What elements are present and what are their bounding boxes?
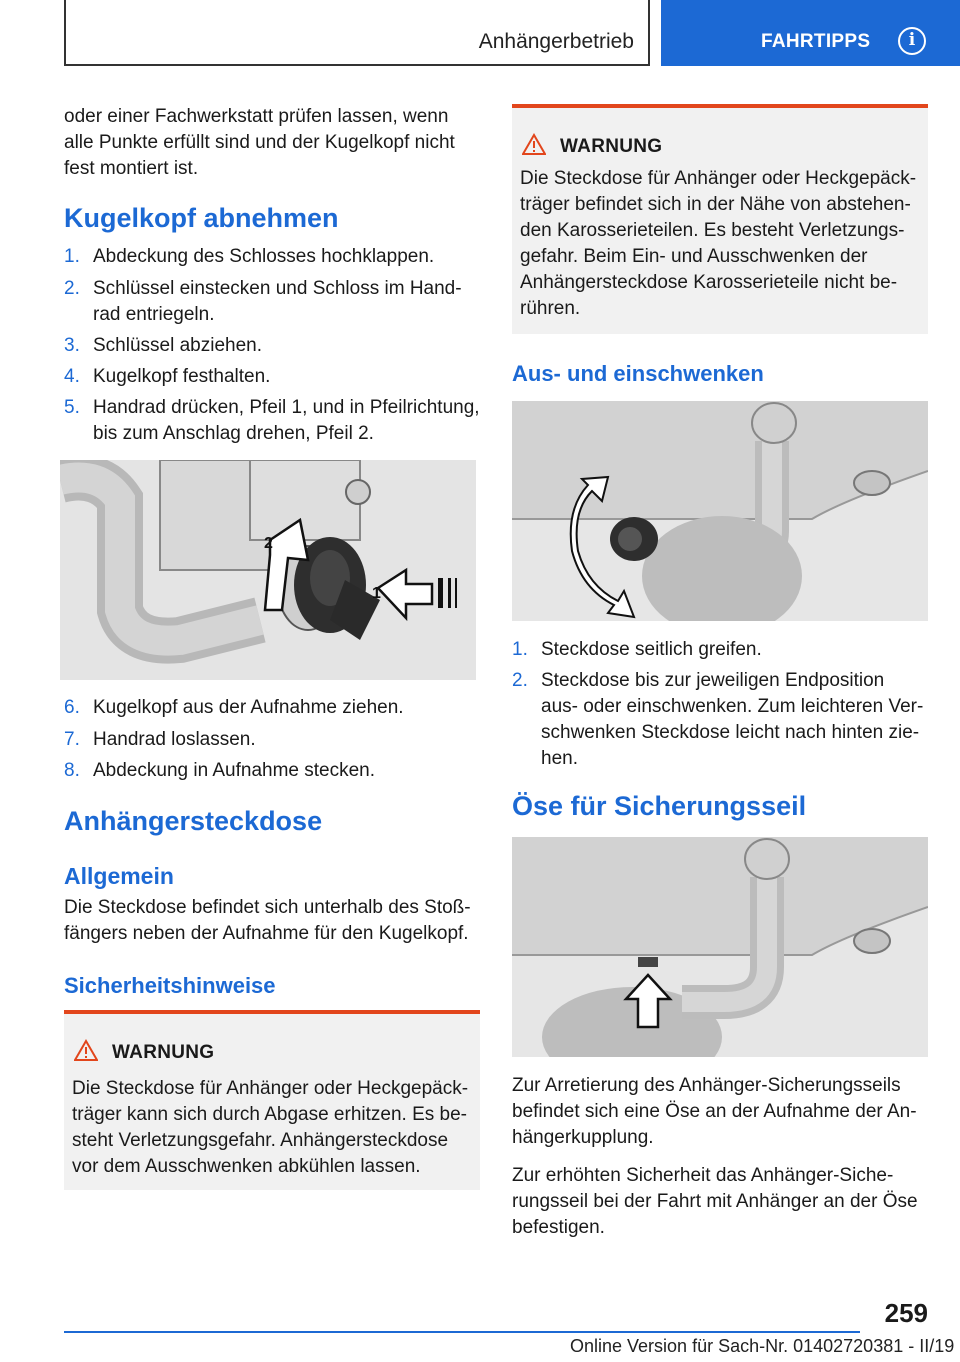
warning-text: Die Steckdose für Anhänger oder Heckgepäck- träger kann sich durch Abgase erhitzen. Es be- steht Verletzungsgefahr. Anhängersteckdose vor dem Ausschwenken abkühlen lassen. bbox=[72, 1078, 469, 1177]
heading-sicherheitshinweise: Sicherheitshinweise bbox=[64, 973, 276, 998]
intro-paragraph: oder einer Fachwerkstatt prüfen lassen, wenn alle Punkte erfüllt sind und der Kugelkopf nicht fest montiert ist. bbox=[64, 106, 455, 179]
footer-divider bbox=[64, 1331, 860, 1333]
header-chapter-tab[interactable] bbox=[661, 0, 960, 66]
warning-title: WARNUNG bbox=[560, 136, 663, 157]
heading-aus-und-einschwenken: Aus- und einschwenken bbox=[512, 361, 764, 386]
heading-kugelkopf-abnehmen: Kugelkopf abnehmen bbox=[64, 203, 339, 233]
heading-oese-sicherungsseil: Öse für Sicherungsseil bbox=[512, 791, 807, 821]
warning-triangle-icon bbox=[522, 133, 546, 155]
header-section-box bbox=[64, 0, 650, 66]
eye-paragraph-1: Zur Arretierung des Anhänger-Sicherungsseils befindet sich eine Öse an der Aufnahme der An- hängerkupplung. bbox=[512, 1075, 917, 1148]
warning-box-exhaust bbox=[64, 1010, 480, 1190]
warning-box-body-parts bbox=[512, 104, 928, 334]
heading-allgemein: Allgemein bbox=[64, 863, 174, 889]
heading-anhaengersteckdose: Anhängersteckdose bbox=[64, 806, 323, 836]
towball-illustration bbox=[60, 460, 476, 680]
figure-label-2: 2 bbox=[264, 535, 273, 552]
general-paragraph: Die Steckdose befindet sich unterhalb des Stoß- fängers neben der Aufnahme für den Kugelkopf. bbox=[64, 897, 471, 944]
info-icon[interactable]: i bbox=[898, 27, 926, 55]
safety-eye-illustration bbox=[512, 837, 928, 1057]
page-number: 259 bbox=[884, 1298, 928, 1328]
footer-version: Online Version für Sach-Nr. 01402720381 - II/19 bbox=[570, 1336, 955, 1356]
figure-label-1: 1 bbox=[372, 585, 381, 602]
eye-paragraph-2: Zur erhöhten Sicherheit das Anhänger-Siche- rungsseil bei der Fahrt mit Anhänger an der Öse befestigen. bbox=[512, 1165, 918, 1238]
section-title: Anhängerbetrieb bbox=[478, 30, 634, 53]
warning-text: Die Steckdose für Anhänger oder Heckgepäck- träger befindet sich in der Nähe von abstehen- den Karosserieteilen. Es besteht Verletzungs- gefahr. Beim Ein- und Ausschwenken der Anhängersteckdose Karosserieteile nicht be- rühren. bbox=[520, 168, 917, 319]
figure-safety-eye bbox=[512, 837, 928, 1057]
warning-triangle-icon bbox=[74, 1039, 98, 1061]
figure-towball-removal bbox=[60, 460, 476, 680]
warning-title: WARNUNG bbox=[112, 1042, 215, 1063]
swing-socket-illustration bbox=[512, 401, 928, 621]
figure-swing-socket bbox=[512, 401, 928, 621]
chapter-title: FAHRTIPPS bbox=[761, 31, 871, 52]
